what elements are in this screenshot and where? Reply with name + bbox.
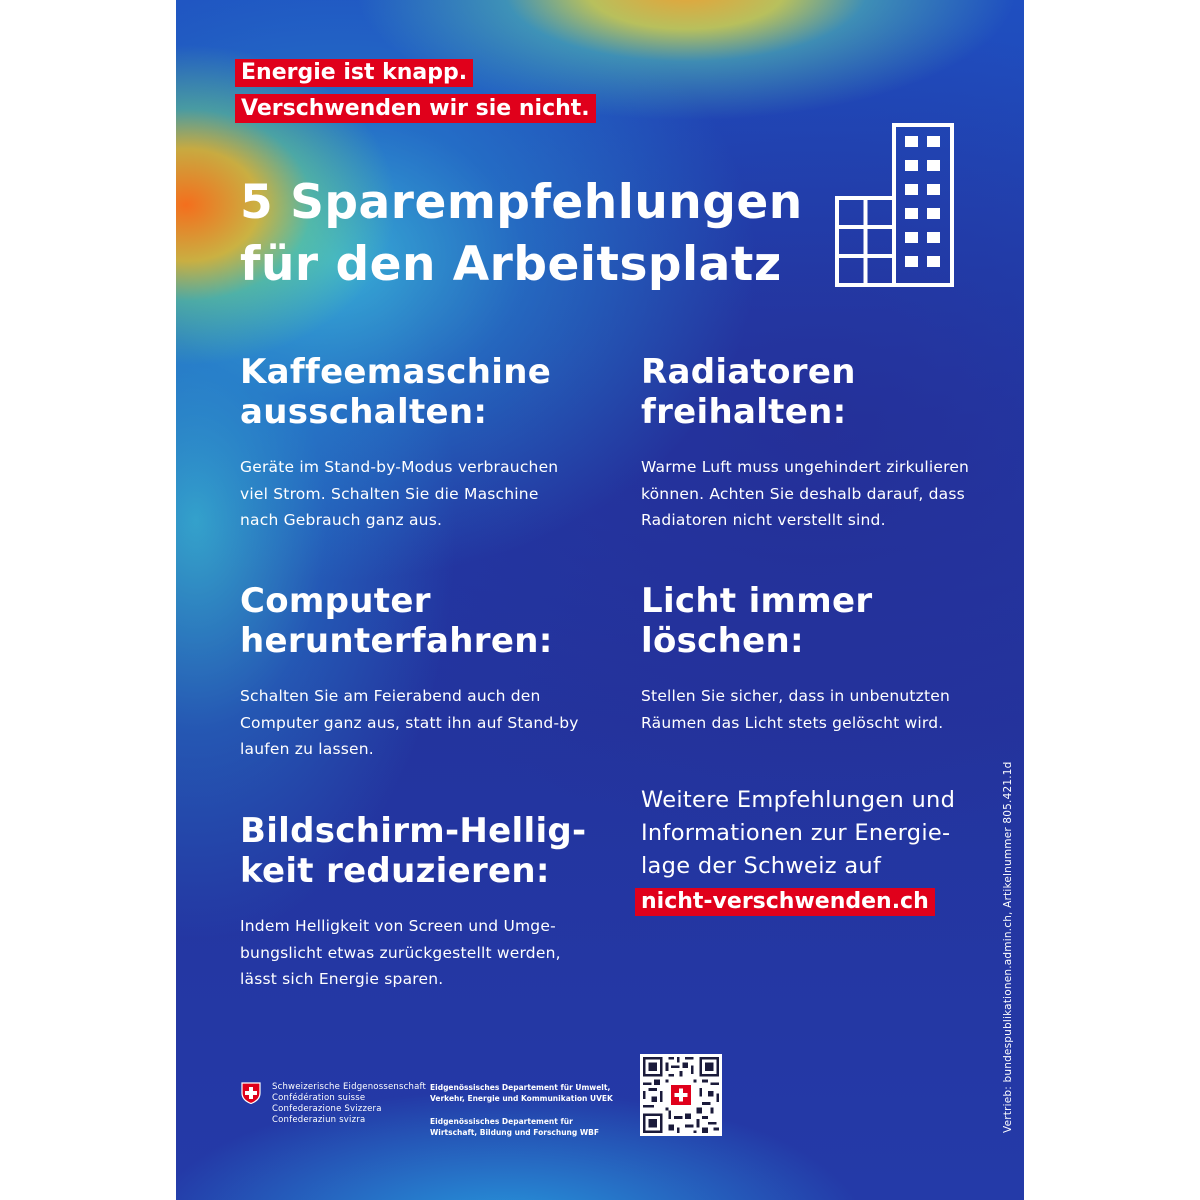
tip-body-line: Räumen das Licht stets gelöscht wird. <box>641 713 944 732</box>
tip-body-line: bungslicht etwas zurückgestellt werden, <box>240 943 561 962</box>
tip-body <box>240 683 620 763</box>
title-line-2: für den Arbeitsplatz <box>240 237 782 292</box>
tip-body <box>240 454 620 534</box>
tip-body-line: Warme Luft muss ungehindert zirkulieren <box>641 458 970 476</box>
tip-body-line: nach Gebrauch ganz aus. <box>240 511 443 529</box>
tagline-line-1: Energie ist knapp. <box>235 59 473 87</box>
tip-body-line: Indem Helligkeit von Screen und Umge- <box>240 917 556 935</box>
swiss-cross-icon <box>240 1082 262 1104</box>
qr-code[interactable] <box>640 1054 722 1136</box>
tip-heading-line: Computer <box>240 581 431 621</box>
more-info-line: lage der Schweiz auf <box>641 853 882 879</box>
tip-heading <box>240 352 620 432</box>
tip-coffee-machine <box>240 352 620 534</box>
tip-heading <box>240 811 620 891</box>
tip-heading-line: Licht immer <box>641 581 873 621</box>
tip-light <box>641 581 1021 736</box>
tip-heading-line: freihalten: <box>641 392 847 432</box>
tip-computer <box>240 581 620 763</box>
tip-body <box>240 913 620 993</box>
distribution-note: Vertrieb: bundespublikationen.admin.ch, Artikelnummer 805.421.1d <box>1002 761 1014 1133</box>
tip-heading-line: herunterfahren: <box>240 621 553 661</box>
tip-heading-line: Radiatoren <box>641 352 856 392</box>
tip-body-line: Radiatoren nicht verstellt sind. <box>641 511 886 529</box>
title-line-1: 5 Sparempfehlungen <box>240 175 803 230</box>
tip-body-line: lässt sich Energie sparen. <box>240 970 444 988</box>
more-info-text <box>641 784 971 883</box>
tip-heading-line: keit reduzieren: <box>240 851 550 891</box>
department-uvek <box>430 1082 613 1104</box>
tip-body-line: Geräte im Stand-by-Modus verbrauchen <box>240 458 559 476</box>
tip-body <box>641 683 1021 736</box>
more-info-line: Weitere Empfehlungen und <box>641 787 956 813</box>
tip-heading <box>240 581 620 661</box>
tip-heading <box>641 581 1021 661</box>
website-link[interactable]: nicht-verschwenden.ch <box>635 888 935 916</box>
tagline-line-2: Verschwenden wir sie nicht. <box>235 94 596 123</box>
tip-body-line: laufen zu lassen. <box>240 740 374 758</box>
tip-heading <box>641 352 1021 432</box>
tip-radiators <box>641 352 1021 534</box>
poster <box>176 0 1024 1200</box>
tip-body <box>641 454 1021 534</box>
confederation-line: Confederaziun svizra <box>272 1115 366 1125</box>
tip-screen-brightness <box>240 811 620 993</box>
confederation-line: Confédération suisse <box>272 1093 366 1103</box>
confederation-line: Confederazione Svizzera <box>272 1104 382 1114</box>
department-line: Verkehr, Energie und Kommunikation UVEK <box>430 1094 613 1103</box>
tip-heading-line: ausschalten: <box>240 392 488 432</box>
department-wbf <box>430 1116 599 1138</box>
more-info-line: Informationen zur Energie- <box>641 820 951 846</box>
tip-heading-line: Kaffeemaschine <box>240 352 552 392</box>
confederation-line: Schweizerische Eidgenossenschaft <box>272 1082 427 1092</box>
tip-body-line: Stellen Sie sicher, dass in unbenutzten <box>641 687 951 705</box>
tip-body-line: viel Strom. Schalten Sie die Maschine <box>240 484 539 503</box>
department-line: Eidgenössisches Departement für <box>430 1117 573 1126</box>
confederation-names <box>272 1082 426 1126</box>
tip-heading-line: löschen: <box>641 621 804 661</box>
department-line: Eidgenössisches Departement für Umwelt, <box>430 1083 611 1092</box>
page-title <box>240 172 803 296</box>
tip-body-line: Computer ganz aus, statt ihn auf Stand-by <box>240 713 579 732</box>
department-line: Wirtschaft, Bildung und Forschung WBF <box>430 1128 599 1137</box>
tip-body-line: können. Achten Sie deshalb darauf, dass <box>641 484 965 503</box>
tip-body-line: Schalten Sie am Feierabend auch den <box>240 687 541 705</box>
tip-heading-line: Bildschirm-Hellig- <box>240 811 587 851</box>
office-building-icon <box>834 122 956 288</box>
